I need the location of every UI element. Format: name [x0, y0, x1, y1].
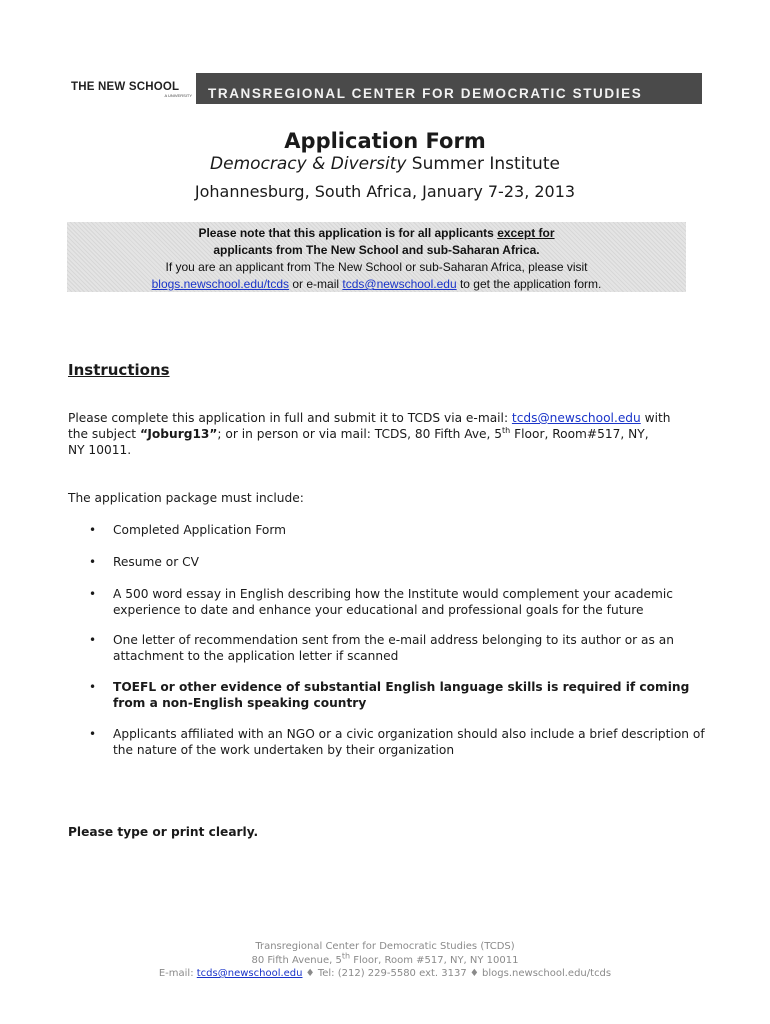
email-subject: “Joburg13” [139, 427, 218, 441]
notice-line-4-mid: or e-mail [289, 277, 343, 291]
subtitle-rest: Summer Institute [406, 154, 560, 174]
instructions-line-2 [68, 426, 708, 442]
list-item-text: TOEFL or other evidence of substantial English language skills is required if coming from a non-English speaking country [113, 680, 690, 710]
page-subtitle [0, 154, 770, 174]
list-item-text: Applicants affiliated with an NGO or a civic organization should also include a brief description of the nature of the work undertaken by their organization [113, 727, 705, 757]
page-title: Application Form [284, 129, 486, 153]
school-name: THE NEW SCHOOL [71, 81, 180, 93]
footer-sup: th [341, 951, 351, 961]
notice-line-4 [67, 276, 686, 293]
bullet-icon: • [89, 680, 97, 694]
list-item-text: Completed Application Form [113, 523, 287, 537]
instructions-text-a: Please complete this application in full and submit it to TCDS via e-mail: [68, 411, 512, 425]
notice-line-4-end: to get the application form. [456, 277, 602, 291]
blog-link[interactable]: blogs.newschool.edu/tcds [151, 277, 290, 291]
instructions-sup: th [502, 425, 511, 435]
instructions-email-link[interactable]: tcds@newschool.edu [511, 411, 641, 425]
email-link[interactable]: tcds@newschool.edu [342, 277, 457, 291]
footer-contact-rest: ♦ Tel: (212) 229-5580 ext. 3137 ♦ blogs.newschool.edu/tcds [302, 968, 612, 979]
instructions-paragraph [68, 410, 708, 458]
package-intro: The application package must include: [68, 491, 304, 505]
instructions-text-e: Floor, Room#517, NY, [510, 427, 649, 441]
footer-email-link[interactable]: tcds@newschool.edu [196, 968, 303, 979]
page-footer [0, 940, 770, 981]
list-item-text: Resume or CV [113, 555, 199, 569]
footer-address-a: 80 Fifth Avenue, 5 [251, 954, 342, 966]
notice-line-3: If you are an applicant from The New School or sub-Saharan Africa, please visit [165, 260, 588, 274]
footer-line-2 [0, 951, 770, 968]
list-item-text: One letter of recommendation sent from the e-mail address belonging to its author or as an attachment to the application letter if scanned [113, 633, 674, 663]
bullet-icon: • [89, 555, 97, 569]
subtitle-italic: Democracy & Diversity [210, 154, 407, 174]
bullet-icon: • [89, 727, 97, 741]
school-tag: A UNIVERSITY [164, 93, 192, 98]
bullet-icon: • [89, 633, 97, 647]
footer-address-b: Floor, Room #517, NY, NY 10011 [350, 954, 519, 966]
location-dates: Johannesburg, South Africa, January 7-23, 2013 [194, 182, 576, 201]
footer-line-1: Transregional Center for Democratic Studies (TCDS) [255, 941, 515, 952]
notice-except-for: except for [497, 226, 555, 240]
list-item-text: A 500 word essay in English describing how the Institute would complement your academic experience to date and enhance your educational and professional goals for the future [113, 587, 673, 617]
instructions-text-b: with [640, 411, 671, 425]
notice-box [67, 222, 686, 292]
notice-line-2: applicants from The New School and sub-Saharan Africa. [213, 243, 540, 257]
header-banner [68, 73, 702, 104]
instructions-text-d: ; or in person or via mail: TCDS, 80 Fifth Ave, 5 [217, 427, 503, 441]
footer-email-label: E-mail: [158, 968, 197, 979]
notice-line-1 [67, 225, 686, 242]
bullet-icon: • [89, 523, 97, 537]
center-banner [196, 73, 702, 104]
closing-note: Please type or print clearly. [68, 825, 259, 839]
bullet-icon: • [89, 587, 97, 601]
instructions-line-1 [68, 410, 708, 426]
center-name: TRANSREGIONAL CENTER FOR DEMOCRATIC STUDIES [208, 86, 643, 101]
instructions-heading: Instructions [68, 361, 170, 379]
instructions-line-3: NY 10011. [68, 443, 132, 457]
instructions-text-c: the subject [68, 427, 140, 441]
new-school-logo [68, 73, 196, 104]
notice-line-1-text: Please note that this application is for all applicants [198, 226, 498, 240]
footer-line-3 [0, 967, 770, 981]
